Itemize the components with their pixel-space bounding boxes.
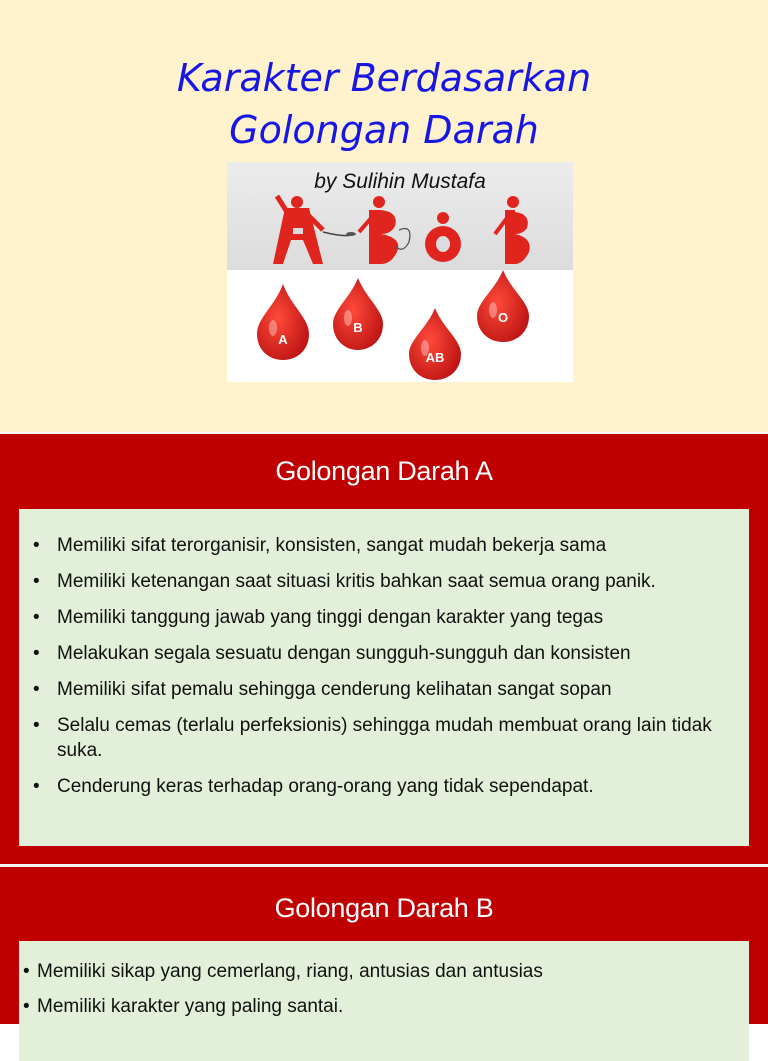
figure-b-icon bbox=[359, 196, 398, 264]
cover-banner bbox=[227, 162, 573, 270]
bullet-item: • Memiliki ketenangan saat situasi kritis bahkan saat semua orang panik. bbox=[31, 569, 741, 594]
bullet-item: • Memiliki sifat pemalu sehingga cenderung kelihatan sangat sopan bbox=[31, 677, 741, 702]
bullet-item: • Cenderung keras terhadap orang-orang yang tidak sependapat. bbox=[31, 774, 741, 799]
content-box bbox=[19, 509, 749, 846]
bullet-list bbox=[31, 533, 741, 810]
slide-heading: Golongan Darah B bbox=[274, 893, 494, 923]
bullet-list bbox=[21, 959, 731, 1029]
bullet-item: • Memiliki sifat terorganisir, konsisten, sangat mudah bekerja sama bbox=[31, 533, 741, 558]
bullet-item: • Memiliki karakter yang paling santai. bbox=[21, 994, 731, 1019]
figure-a-icon bbox=[273, 196, 323, 264]
figure-ab-icon bbox=[495, 196, 530, 264]
slide-golongan-darah-a bbox=[0, 434, 768, 864]
bullet-item: • Memiliki tanggung jawab yang tinggi dengan karakter yang tegas bbox=[31, 605, 741, 630]
title-slide bbox=[0, 0, 768, 432]
drop-b-label: B bbox=[353, 320, 363, 335]
slide-heading: Golongan Darah A bbox=[275, 456, 493, 486]
title-line-1: Karakter Berdasarkan bbox=[176, 56, 592, 100]
drop-ab-icon bbox=[409, 308, 461, 380]
title-line-2: Golongan Darah bbox=[229, 108, 539, 152]
drop-a-label: A bbox=[278, 332, 288, 347]
bullet-item: • Selalu cemas (terlalu perfeksionis) sehingga mudah membuat orang lain tidak suka. bbox=[31, 713, 741, 763]
byline: by Sulihin Mustafa bbox=[314, 170, 486, 193]
figure-o-icon bbox=[425, 212, 461, 262]
bullet-item: • Melakukan segala sesuatu dengan sungguh-sungguh dan konsisten bbox=[31, 641, 741, 666]
bullet-item: • Memiliki sikap yang cemerlang, riang, antusias dan antusias bbox=[21, 959, 731, 984]
drop-b-icon bbox=[333, 278, 383, 350]
slide-golongan-darah-b bbox=[0, 867, 768, 1024]
drop-ab-label: AB bbox=[425, 350, 445, 365]
slide-title bbox=[0, 52, 768, 156]
drop-o-icon bbox=[477, 270, 529, 342]
drop-o-label: O bbox=[497, 310, 509, 325]
cover-image bbox=[227, 162, 573, 382]
letter-figures-illustration bbox=[227, 190, 573, 270]
blood-drops-illustration bbox=[227, 270, 573, 382]
content-box bbox=[19, 941, 749, 1061]
drop-a-icon bbox=[257, 284, 309, 360]
